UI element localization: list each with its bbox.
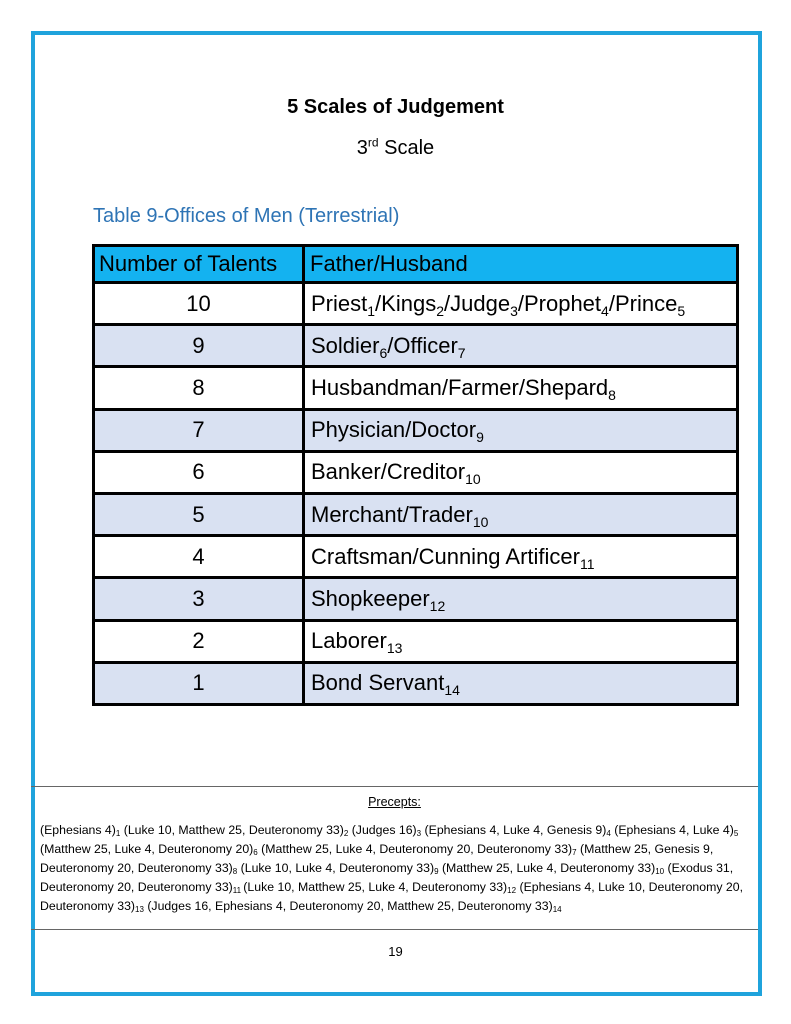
precept-reference: (Luke 10, Luke 4, Deuteronomy 33): [237, 861, 435, 875]
table-row: [94, 409, 738, 451]
precept-footnote-number: 5: [733, 829, 739, 838]
precept-reference: (Matthew 25, Luke 4, Deuteronomy 20): [40, 842, 254, 856]
table-caption: Table 9-Offices of Men (Terrestrial): [93, 205, 400, 227]
subtitle-number: 3: [356, 137, 368, 159]
office-footnote: 14: [444, 682, 460, 699]
table-row: [94, 536, 738, 578]
table-row: [94, 578, 738, 620]
office-cell: [304, 662, 738, 704]
precepts-text: [40, 821, 752, 916]
precept-footnote-number: 13: [135, 905, 144, 914]
office-name: Laborer: [311, 628, 387, 654]
talents-cell: 1: [94, 662, 304, 704]
subtitle-word: Scale: [378, 137, 435, 159]
office-name: Craftsman/Cunning Artificer: [311, 543, 580, 569]
office-cell: [304, 493, 738, 535]
page-subtitle: [0, 137, 791, 160]
office-footnote: 2: [436, 302, 444, 319]
talents-cell: 5: [94, 493, 304, 535]
office-name: /Prince: [608, 290, 678, 316]
office-name: Bond Servant: [311, 670, 445, 696]
office-name: Soldier: [311, 332, 380, 358]
talents-cell: 8: [94, 367, 304, 409]
subtitle-suffix: rd: [367, 135, 379, 150]
office-cell: [304, 325, 738, 367]
header-number-of-talents: Number of Talents: [94, 246, 304, 283]
header-father-husband: Father/Husband: [304, 246, 738, 283]
precept-reference: (Ephesians 4, Luke 4): [610, 823, 734, 837]
talents-cell: 4: [94, 536, 304, 578]
office-footnote: 4: [601, 302, 609, 319]
precepts-title: Precepts:: [368, 795, 421, 809]
precept-reference: (Ephesians 4, Luke 10, Deuteronomy 20, Deuteronomy 33): [40, 880, 744, 913]
talents-cell: 3: [94, 578, 304, 620]
table-row: [94, 451, 738, 493]
office-cell: [304, 283, 738, 325]
table-row: [94, 367, 738, 409]
office-name: /Officer: [387, 332, 458, 358]
office-name: /Prophet: [517, 290, 602, 316]
precept-footnote-number: 6: [253, 848, 258, 857]
talents-cell: 10: [94, 283, 304, 325]
table-row: [94, 620, 738, 662]
office-footnote: 13: [386, 640, 403, 657]
precept-reference: (Judges 16, Ephesians 4, Deuteronomy 20, Matthew 25, Deuteronomy 33): [143, 899, 553, 913]
precept-footnote-number: 7: [572, 848, 577, 857]
office-name: Physician/Doctor: [311, 417, 477, 443]
office-footnote: 6: [379, 344, 388, 361]
table-row: [94, 283, 738, 325]
precept-footnote-number: 3: [416, 829, 422, 838]
table-row: [94, 325, 738, 367]
precept-reference: (Exodus 31, Deuteronomy 20, Deuteronomy 33): [40, 861, 734, 894]
table-body: [94, 283, 738, 705]
precept-footnote-number: 9: [434, 867, 439, 876]
precept-footnote-number: 8: [232, 867, 238, 876]
office-name: Husbandman/Farmer/Shepard: [311, 374, 609, 400]
office-footnote: 3: [510, 302, 518, 319]
precept-footnote-number: 10: [655, 867, 665, 876]
office-footnote: 10: [465, 471, 481, 488]
precept-footnote-number: 4: [606, 829, 611, 838]
precept-reference: (Luke 10, Matthew 25, Deuteronomy 33): [120, 823, 344, 837]
office-name: Shopkeeper: [311, 585, 430, 611]
talents-cell: 7: [94, 409, 304, 451]
office-name: /Kings: [375, 290, 437, 316]
office-footnote: 8: [608, 386, 616, 403]
precept-reference: (Ephesians 4): [40, 823, 116, 837]
office-cell: [304, 620, 738, 662]
precept-footnote-number: 2: [343, 829, 349, 838]
precept-footnote-number: 12: [507, 886, 517, 895]
precept-reference: (Ephesians 4, Luke 4, Genesis 9): [421, 823, 607, 837]
office-name: Merchant/Trader: [311, 501, 473, 527]
precept-reference: (Luke 10, Matthew 25, Luke 4, Deuteronomy 33): [243, 880, 508, 894]
office-cell: [304, 451, 738, 493]
office-cell: [304, 367, 738, 409]
precept-reference: (Matthew 25, Luke 4, Deuteronomy 33): [438, 861, 656, 875]
office-footnote: 1: [367, 302, 376, 319]
office-footnote: 7: [457, 344, 466, 361]
precepts-section: [31, 786, 758, 930]
precept-reference: (Judges 16): [348, 823, 417, 837]
office-name: Priest: [311, 290, 368, 316]
office-footnote: 11: [580, 555, 595, 572]
table-header-row: [94, 246, 738, 283]
precept-footnote-number: 11: [232, 886, 244, 895]
page-title: 5 Scales of Judgement: [287, 96, 504, 118]
talents-cell: 6: [94, 451, 304, 493]
precept-footnote-number: 14: [552, 905, 562, 914]
office-footnote: 9: [476, 429, 484, 446]
talents-cell: 2: [94, 620, 304, 662]
office-footnote: 5: [677, 302, 686, 319]
office-cell: [304, 409, 738, 451]
precept-footnote-number: 1: [115, 829, 121, 838]
precept-reference: (Matthew 25, Genesis 9, Deuteronomy 20, Deuteronomy 33): [40, 842, 714, 875]
precept-reference: (Matthew 25, Luke 4, Deuteronomy 20, Deuteronomy 33): [257, 842, 573, 856]
talents-cell: 9: [94, 325, 304, 367]
offices-table: [92, 244, 739, 706]
office-name: /Judge: [444, 290, 511, 316]
office-cell: [304, 536, 738, 578]
table-row: [94, 493, 738, 535]
table-row: [94, 662, 738, 704]
page-number: 19: [388, 944, 403, 959]
office-footnote: 12: [429, 597, 446, 614]
office-cell: [304, 578, 738, 620]
office-footnote: 10: [472, 513, 489, 530]
office-name: Banker/Creditor: [311, 459, 466, 485]
